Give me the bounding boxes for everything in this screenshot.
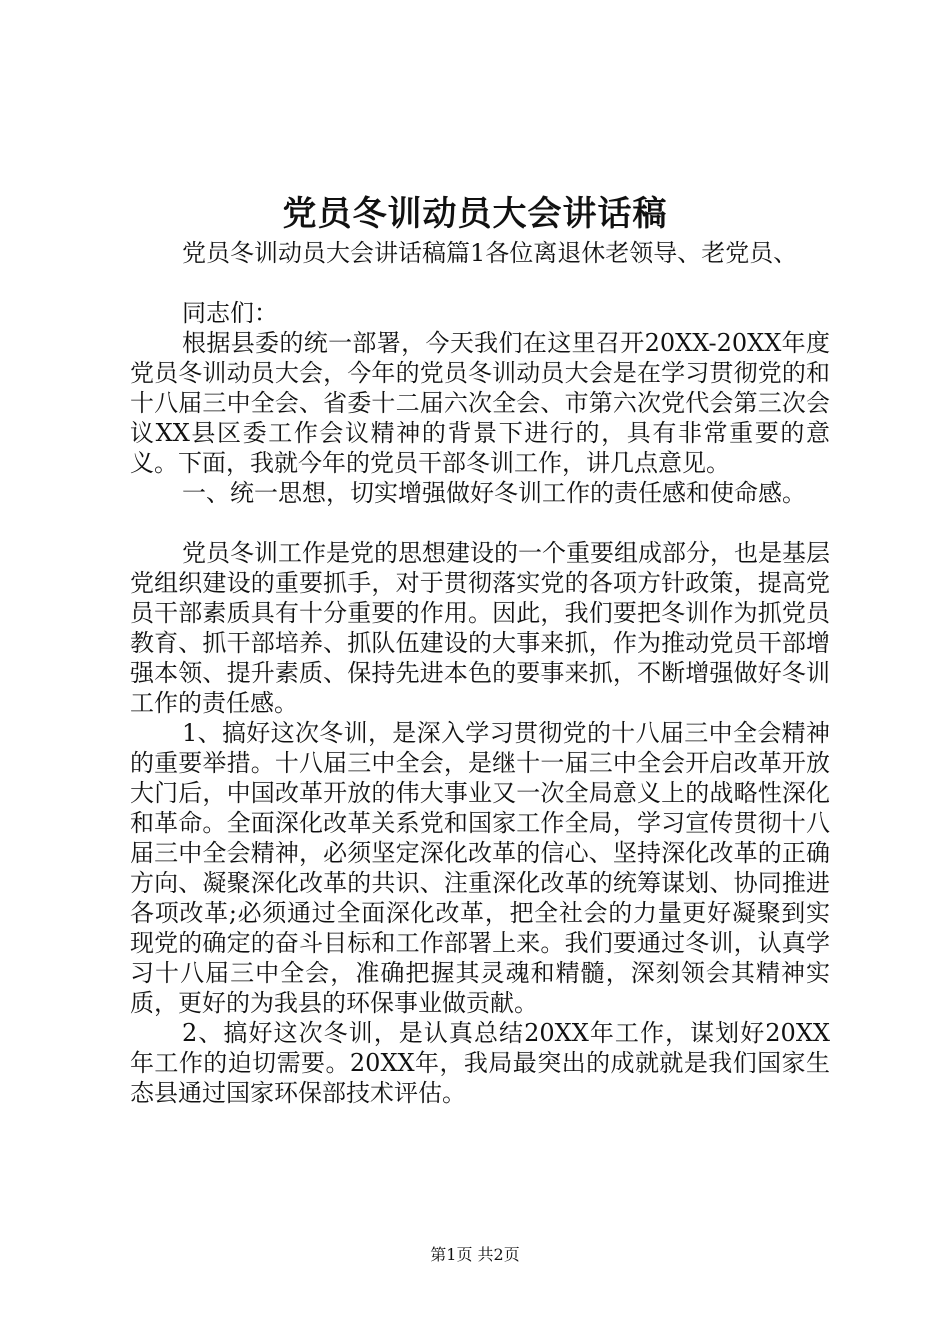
paragraph-salutation: 同志们： [182, 299, 278, 327]
document-body [130, 238, 830, 1108]
paragraph-opening: 根据县委的统一部署，今天我们在这里召开20XX-20XX年度党员冬训动员大会，今年的党员冬训动员大会是在学习贯彻党的和十八届三中全会、省委十二届六次全会、市第六次党代会第三次会议XX县区委工作会议精神的背景下进行的，具有非常重要的意义。下面，我就今年的党员干部冬训工作，讲几点意见。 [130, 329, 830, 477]
document-title: 党员冬训动员大会讲话稿 [282, 194, 668, 234]
paragraph-section-1: 党员冬训工作是党的思想建设的一个重要组成部分，也是基层党组织建设的重要抓手，对于贯彻落实党的各项方针政策，提高党员干部素质具有十分重要的作用。因此，我们要把冬训作为抓党员教育、抓干部培养、抓队伍建设的大事来抓，作为推动党员干部增强本领、提升素质、保持先进本色的要事来抓，不断增强做好冬训工作的责任感。 [130, 539, 830, 717]
paragraph-point-2: 2、搞好这次冬训，是认真总结20XX年工作，谋划好20XX年工作的迫切需要。20XX年，我局最突出的成就就是我们国家生态县通过国家环保部技术评估。 [130, 1019, 830, 1107]
paragraph-intro: 党员冬训动员大会讲话稿篇1各位离退休老领导、老党员、 [182, 239, 798, 267]
section-heading-1: 一、统一思想，切实增强做好冬训工作的责任感和使命感。 [182, 479, 806, 507]
page-footer: 第1页 共2页 [430, 1245, 520, 1264]
paragraph-point-1: 1、搞好这次冬训，是深入学习贯彻党的十八届三中全会精神的重要举措。十八届三中全会，是继十一届三中全会开启改革开放大门后，中国改革开放的伟大事业又一次全局意义上的战略性深化和革命。全面深化改革关系党和国家工作全局，学习宣传贯彻十八届三中全会精神，必须坚定深化改革的信心、坚持深化改革的正确方向、凝聚深化改革的共识、注重深化改革的统筹谋划、协同推进各项改革;必须通过全面深化改革，把全社会的力量更好凝聚到实现党的确定的奋斗目标和工作部署上来。我们要通过冬训，认真学习十八届三中全会，准确把握其灵魂和精髓，深刻领会其精神实质，更好的为我县的环保事业做贡献。 [130, 719, 830, 1017]
